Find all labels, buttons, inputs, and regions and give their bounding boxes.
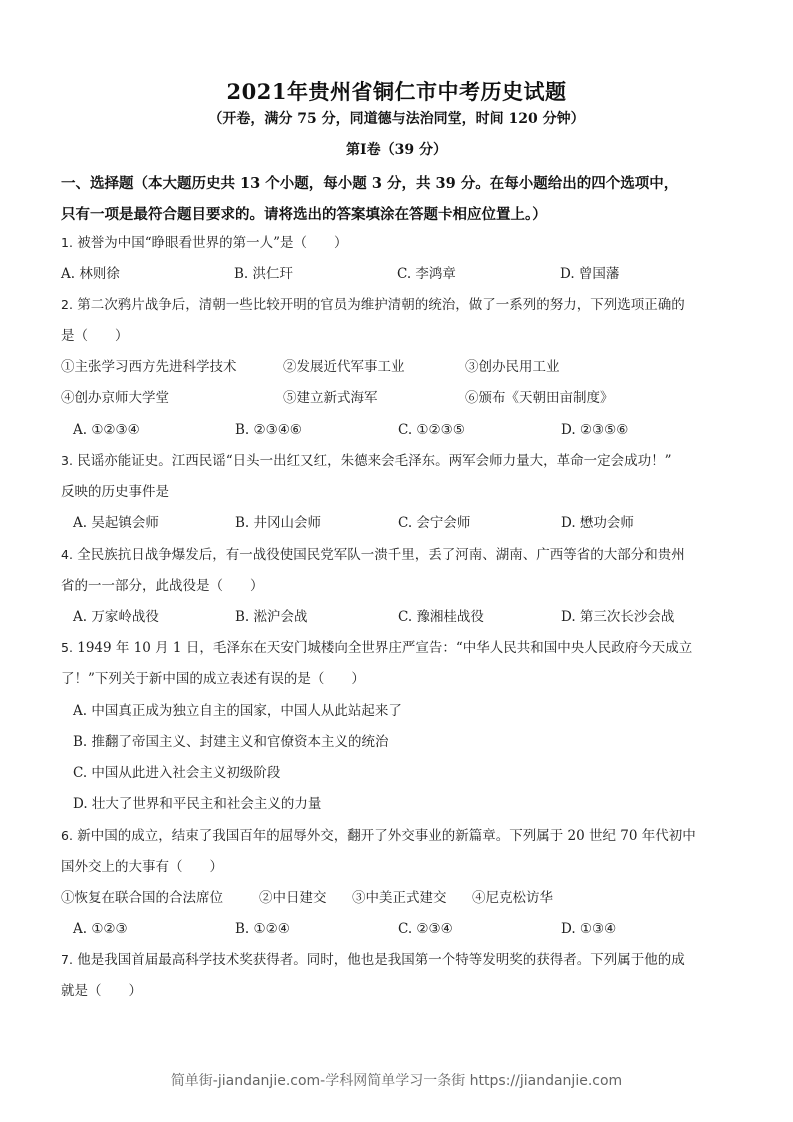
question-text: 民谣亦能证史。江西民谣“日头一出红又红，朱德来会毛泽东。两军会师力量大，革命一定会成功！” [77,453,672,469]
q1-option-a: A. 林则徐 [61,266,120,282]
question-2 [61,295,741,315]
question-5-cont: 了！”下列关于新中国的成立表述有误的是（ ） [61,671,365,687]
q2-option-d: D. ②③⑤⑥ [561,422,629,438]
question-3 [61,451,741,471]
q6-item-3: ③中美正式建交 [352,890,447,906]
q6-option-b: B. ①②④ [235,921,290,937]
question-number: 4. [61,547,73,562]
q5-option-d: D. 壮大了世界和平民主和社会主义的力量 [73,796,322,812]
q3-option-a: A. 吴起镇会师 [73,515,159,531]
question-number: 7. [61,952,73,967]
q2-item-2: ②发展近代军事工业 [283,359,405,375]
question-number: 5. [61,640,73,655]
question-text: 他是我国首届最高科学技术奖获得者。同时，他也是我国第一个特等发明奖的获得者。下列属于他的成 [77,952,685,968]
question-5 [61,638,741,658]
q4-option-d: D. 第三次长沙会战 [561,609,675,625]
question-4-cont: 省的一一部分，此战役是（ ） [61,578,264,594]
question-2-cont: 是（ ） [61,328,129,344]
page-title: 2021年贵州省铜仁市中考历史试题 [226,79,567,104]
question-6 [61,826,741,846]
question-number: 2. [61,297,73,312]
q2-item-1: ①主张学习西方先进科学技术 [61,359,237,375]
q2-item-5: ⑤建立新式海军 [283,390,378,406]
q2-item-3: ③创办民用工业 [465,359,560,375]
q6-item-1: ①恢复在联合国的合法席位 [61,890,223,906]
exam-info: （开卷，满分 75 分，同道德与法治同堂，时间 120 分钟） [208,111,585,127]
q2-item-4: ④创办京师大学堂 [61,390,169,406]
q3-option-b: B. 井冈山会师 [235,515,322,531]
q5-option-c: C. 中国从此进入社会主义初级阶段 [73,765,281,781]
q1-option-d: D. 曾国藩 [560,266,620,282]
q6-option-a: A. ①②③ [73,921,128,937]
question-6-cont: 国外交上的大事有（ ） [61,859,223,875]
q2-item-6: ⑥颁布《天朝田亩制度》 [465,390,614,406]
q6-item-2: ②中日建交 [259,890,327,906]
footer-watermark: 简单街-jiandanjie.com-学科网简单学习一条街 https://jiandanjie.com [170,1073,623,1089]
q5-option-b: B. 推翻了帝国主义、封建主义和官僚资本主义的统治 [73,734,389,750]
q1-option-c: C. 李鸿章 [397,266,456,282]
question-1 [61,233,741,253]
question-text: 被誉为中国“睁眼看世界的第一人”是（ ） [77,235,348,251]
q2-option-b: B. ②③④⑥ [235,422,302,438]
question-4 [61,545,741,565]
question-number: 6. [61,828,73,843]
q5-option-a: A. 中国真正成为独立自主的国家，中国人从此站起来了 [73,703,402,719]
q4-option-a: A. 万家岭战役 [73,609,159,625]
q6-item-4: ④尼克松访华 [472,890,553,906]
q3-option-d: D. 懋功会师 [561,515,634,531]
question-3-cont: 反映的历史事件是 [61,484,169,500]
question-text: 新中国的成立，结束了我国百年的屈辱外交，翻开了外交事业的新篇章。下列属于 20 世纪 70 年代初中 [77,828,696,844]
q4-option-b: B. 淞沪会战 [235,609,308,625]
q2-option-c: C. ①②③⑤ [398,422,465,438]
section-heading-line-2: 只有一项是最符合题目要求的。请将选出的答案填涂在答题卡相应位置上。） [61,206,547,223]
q3-option-c: C. 会宁会师 [398,515,471,531]
question-7 [61,950,741,970]
question-number: 1. [61,235,73,250]
volume-heading: 第Ⅰ卷（39 分） [346,142,447,158]
q6-option-d: D. ①③④ [561,921,617,937]
q6-option-c: C. ②③④ [398,921,453,937]
q2-option-a: A. ①②③④ [73,422,140,438]
question-text: 1949 年 10 月 1 日，毛泽东在天安门城楼向全世界庄严宣告：“中华人民共和国中央人民政府今天成立 [77,640,693,656]
q4-option-c: C. 豫湘桂战役 [398,609,484,625]
q1-option-b: B. 洪仁玕 [234,266,294,282]
question-text: 全民族抗日战争爆发后，有一战役使国民党军队一溃千里，丢了河南、湖南、广西等省的大部分和贵州 [77,547,685,563]
question-7-cont: 就是（ ） [61,983,142,999]
question-text: 第二次鸦片战争后，清朝一些比较开明的官员为维护清朝的统治，做了一系列的努力，下列选项正确的 [77,297,685,313]
question-number: 3. [61,453,73,468]
section-heading-line-1: 一、选择题（本大题历史共 13 个小题，每小题 3 分，共 39 分。在每小题给出的四个选项中， [61,175,679,192]
